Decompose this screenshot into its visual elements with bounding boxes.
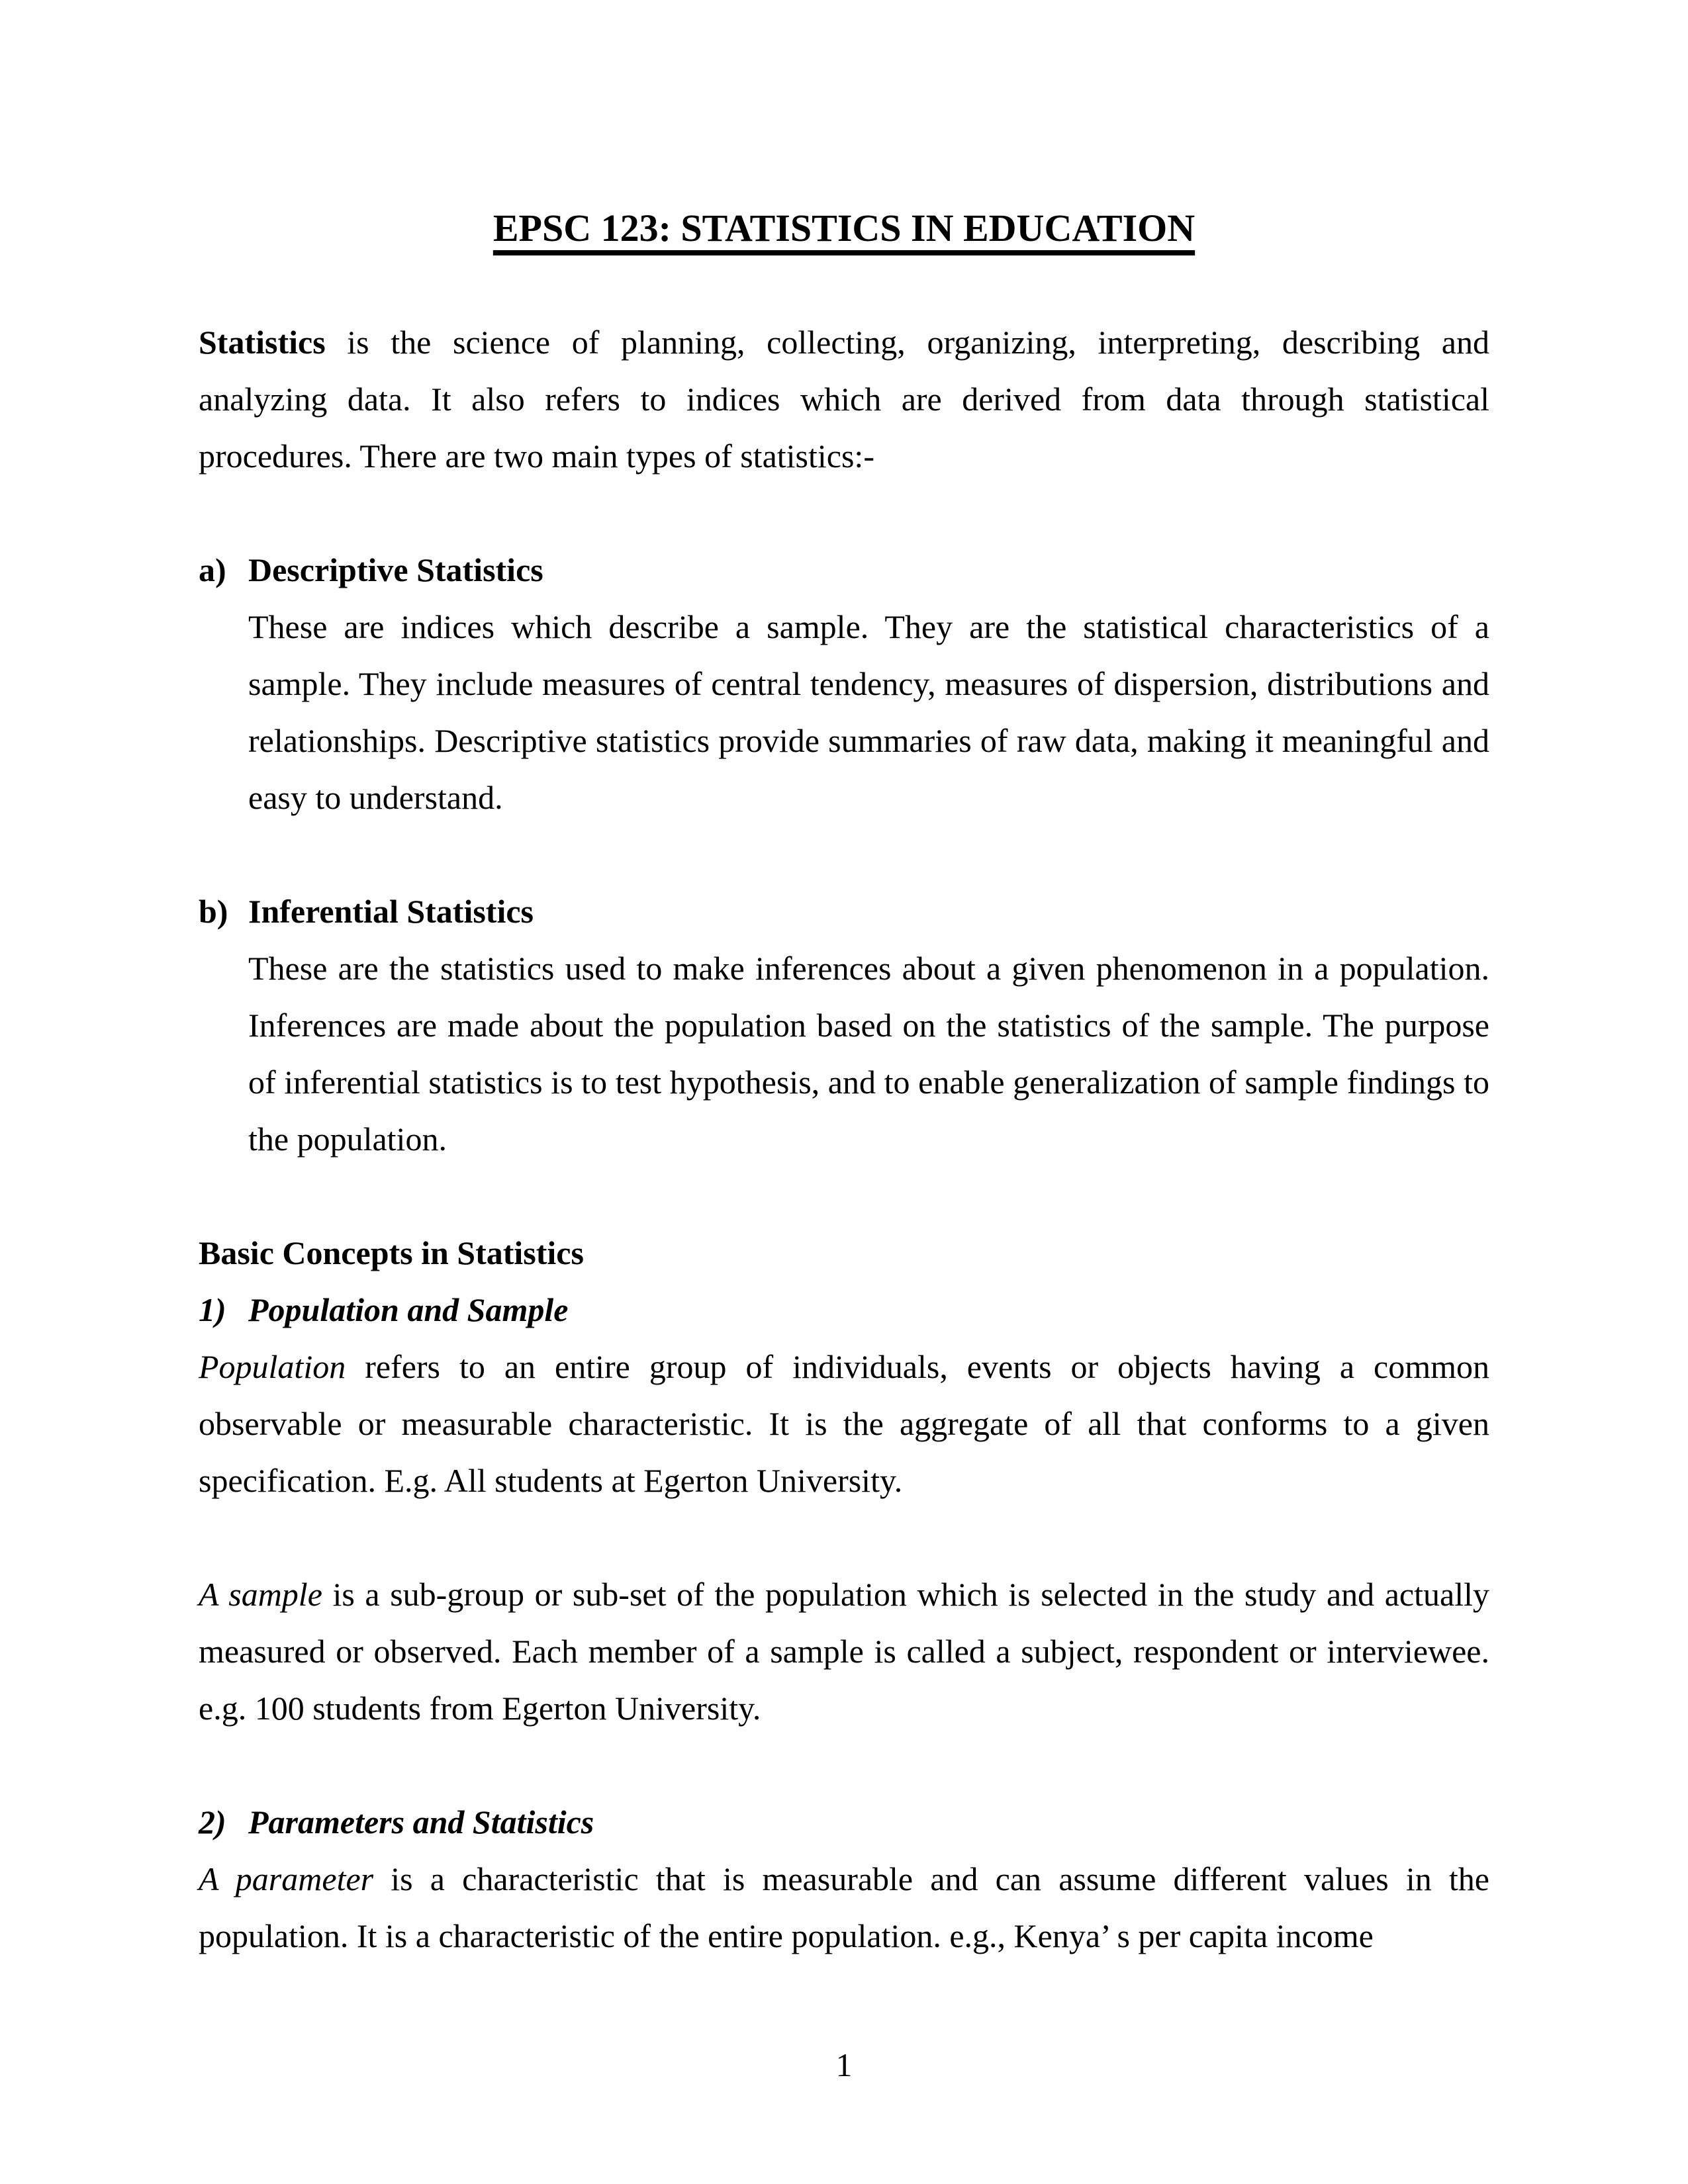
item-population-sample	[199, 1281, 1489, 1338]
item-parameters-statistics	[199, 1794, 1489, 1850]
item2-marker: 2)	[199, 1803, 226, 1841]
intro-paragraph	[199, 314, 1489, 484]
inferential-heading-text: Inferential Statistics	[248, 893, 534, 930]
descriptive-heading	[199, 541, 1489, 598]
item1-heading-text: Population and Sample	[248, 1291, 569, 1328]
document-title	[199, 200, 1489, 257]
parameter-lead-word: A parameter	[199, 1860, 374, 1897]
sample-lead-word: A sample	[199, 1576, 322, 1613]
sample-paragraph	[199, 1566, 1489, 1737]
page-number: 1	[835, 2046, 853, 2083]
document-title-text: EPSC 123: STATISTICS IN EDUCATION	[492, 206, 1196, 250]
intro-lead-word: Statistics	[199, 324, 326, 361]
item2-heading-text: Parameters and Statistics	[248, 1803, 594, 1841]
population-lead-word: Population	[199, 1348, 346, 1385]
basic-concepts-heading: Basic Concepts in Statistics	[199, 1234, 584, 1271]
inferential-paragraph: These are the statistics used to make inferences about a given phenomenon in a population. Inferences are made about the population based on the statistics of the sample. The purpose of inferential statistics is to test hypothesis, and to enable generalization of sample findings to the population.	[248, 950, 1489, 1158]
inferential-heading	[199, 883, 1489, 940]
descriptive-list-marker: a)	[199, 551, 226, 588]
intro-paragraph-text: is the science of planning, collecting, organizing, interpreting, describing and analyzing data. It also refers to indices which are derived from data through statistical procedures. There are two main types of statistics:-	[199, 324, 1489, 475]
parameter-paragraph-text: is a characteristic that is measurable and can assume different values in the population. It is a characteristic of the entire population. e.g., Kenya’ s per capita income	[199, 1860, 1489, 1954]
population-paragraph-text: refers to an entire group of individuals, events or objects having a common observable or measurable characteristic. It is the aggregate of all that conforms to a given specification. E.g. All students at Egerton University.	[199, 1348, 1489, 1499]
section-inferential	[199, 883, 1489, 1167]
population-paragraph	[199, 1338, 1489, 1509]
section-descriptive	[199, 541, 1489, 826]
descriptive-paragraph: These are indices which describe a sample. They are the statistical characteristics of a sample. They include measures of central tendency, measures of dispersion, distributions and relationships. Descriptive statistics provide summaries of raw data, making it meaningful and easy to understand.	[248, 608, 1489, 816]
page-content	[199, 200, 1489, 1964]
item1-marker: 1)	[199, 1291, 226, 1328]
inferential-list-marker: b)	[199, 893, 228, 930]
descriptive-heading-text: Descriptive Statistics	[248, 551, 543, 588]
sample-paragraph-text: is a sub-group or sub-set of the population which is selected in the study and actually measured or observed. Each member of a sample is called a subject, respondent or interviewee. e.g. 100 students from Egerton University.	[199, 1576, 1489, 1727]
parameter-paragraph	[199, 1850, 1489, 1964]
